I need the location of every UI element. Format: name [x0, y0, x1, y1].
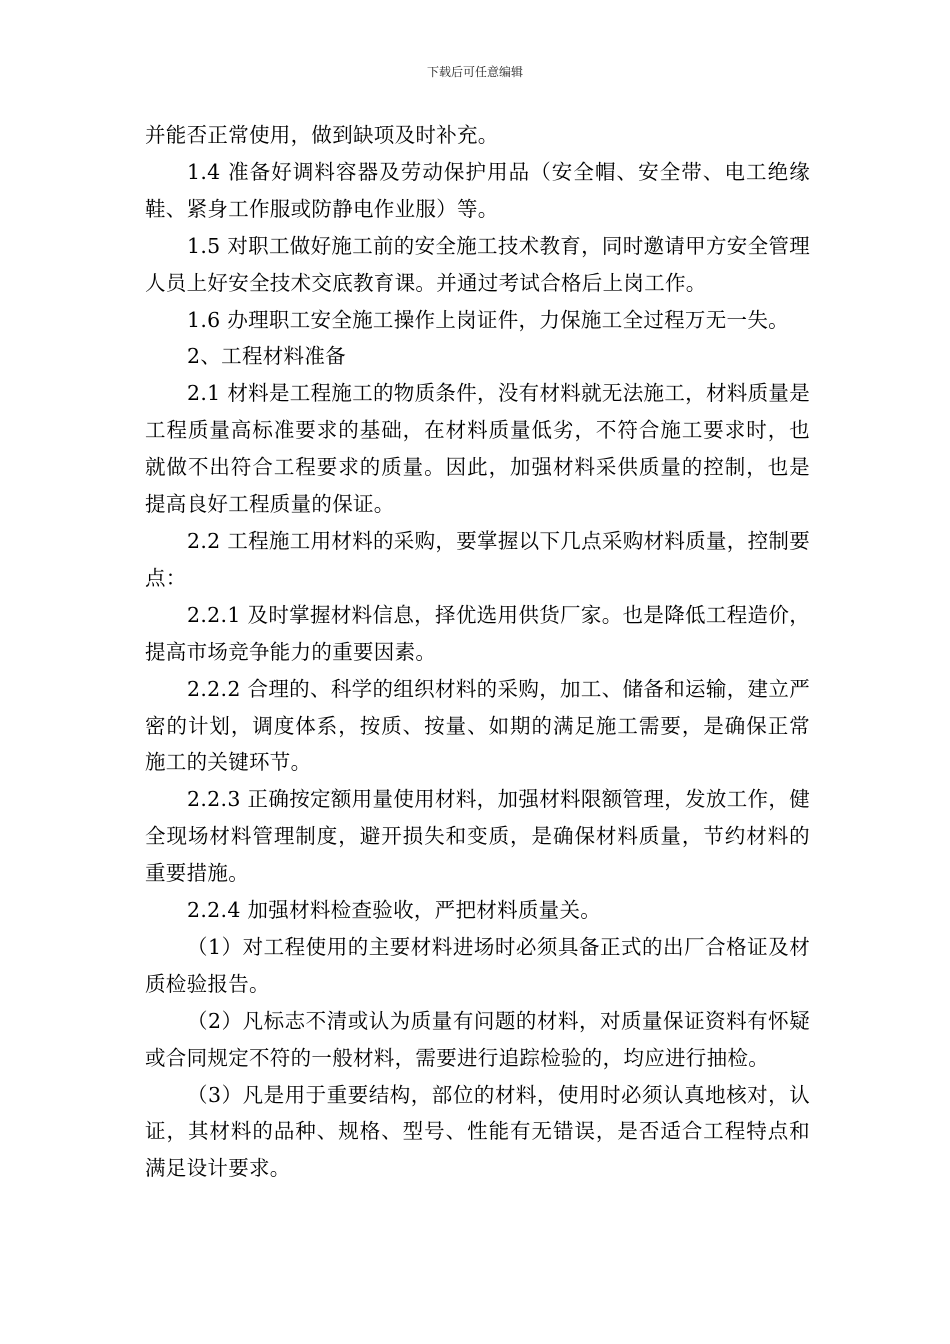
page-header: 下载后可任意编辑: [426, 65, 523, 79]
paragraph: 并能否正常使用，做到缺项及时补充。: [145, 123, 499, 147]
document-body: [145, 117, 810, 1187]
paragraph: 1.6 办理职工安全施工操作上岗证件，力保施工全过程万无一失。: [187, 307, 789, 332]
paragraph: 2.1 材料是工程施工的物质条件，没有材料就无法施工，材料质量是工程质量高标准要求的基础，在材料质量低劣，不符合施工要求时，也就做不出符合工程要求的质量。因此，加强材料采供质量的控制，也是提高良好工程质量的保证。: [145, 381, 810, 517]
paragraph: 2.2.4 加强材料检查验收，严把材料质量关。: [187, 898, 602, 923]
list-item: （2）凡标志不清或认为质量有问题的材料，对质量保证资料有怀疑或合同规定不符的一般材料，需要进行追踪检验的，均应进行抽检。: [145, 1008, 810, 1070]
paragraph: 2.2.3 正确按定额用量使用材料，加强材料限额管理，发放工作，健全现场材料管理制度，避开损失和变质，是确保材料质量，节约材料的重要措施。: [145, 787, 810, 886]
paragraph: 2.2.2 合理的、科学的组织材料的采购，加工、储备和运输，建立严密的计划，调度体系，按质、按量、如期的满足施工需要，是确保正常施工的关键环节。: [145, 676, 810, 775]
paragraph: 2.2 工程施工用材料的采购，要掌握以下几点采购材料质量，控制要点：: [145, 528, 810, 590]
section-heading: 2、工程材料准备: [187, 344, 346, 369]
paragraph: 2.2.1 及时掌握材料信息，择优选用供货厂家。也是降低工程造价，提高市场竞争能力的重要因素。: [145, 602, 810, 664]
paragraph: 1.5 对职工做好施工前的安全施工技术教育，同时邀请甲方安全管理人员上好安全技术交底教育课。并通过考试合格后上岗工作。: [145, 233, 810, 295]
list-item: （3）凡是用于重要结构，部位的材料，使用时必须认真地核对，认证，其材料的品种、规格、型号、性能有无错误，是否适合工程特点和满足设计要求。: [145, 1082, 810, 1181]
paragraph: 1.4 准备好调料容器及劳动保护用品（安全帽、安全带、电工绝缘鞋、紧身工作服或防静电作业服）等。: [145, 159, 810, 221]
list-item: （1）对工程使用的主要材料进场时必须具备正式的出厂合格证及材质检验报告。: [145, 934, 810, 996]
